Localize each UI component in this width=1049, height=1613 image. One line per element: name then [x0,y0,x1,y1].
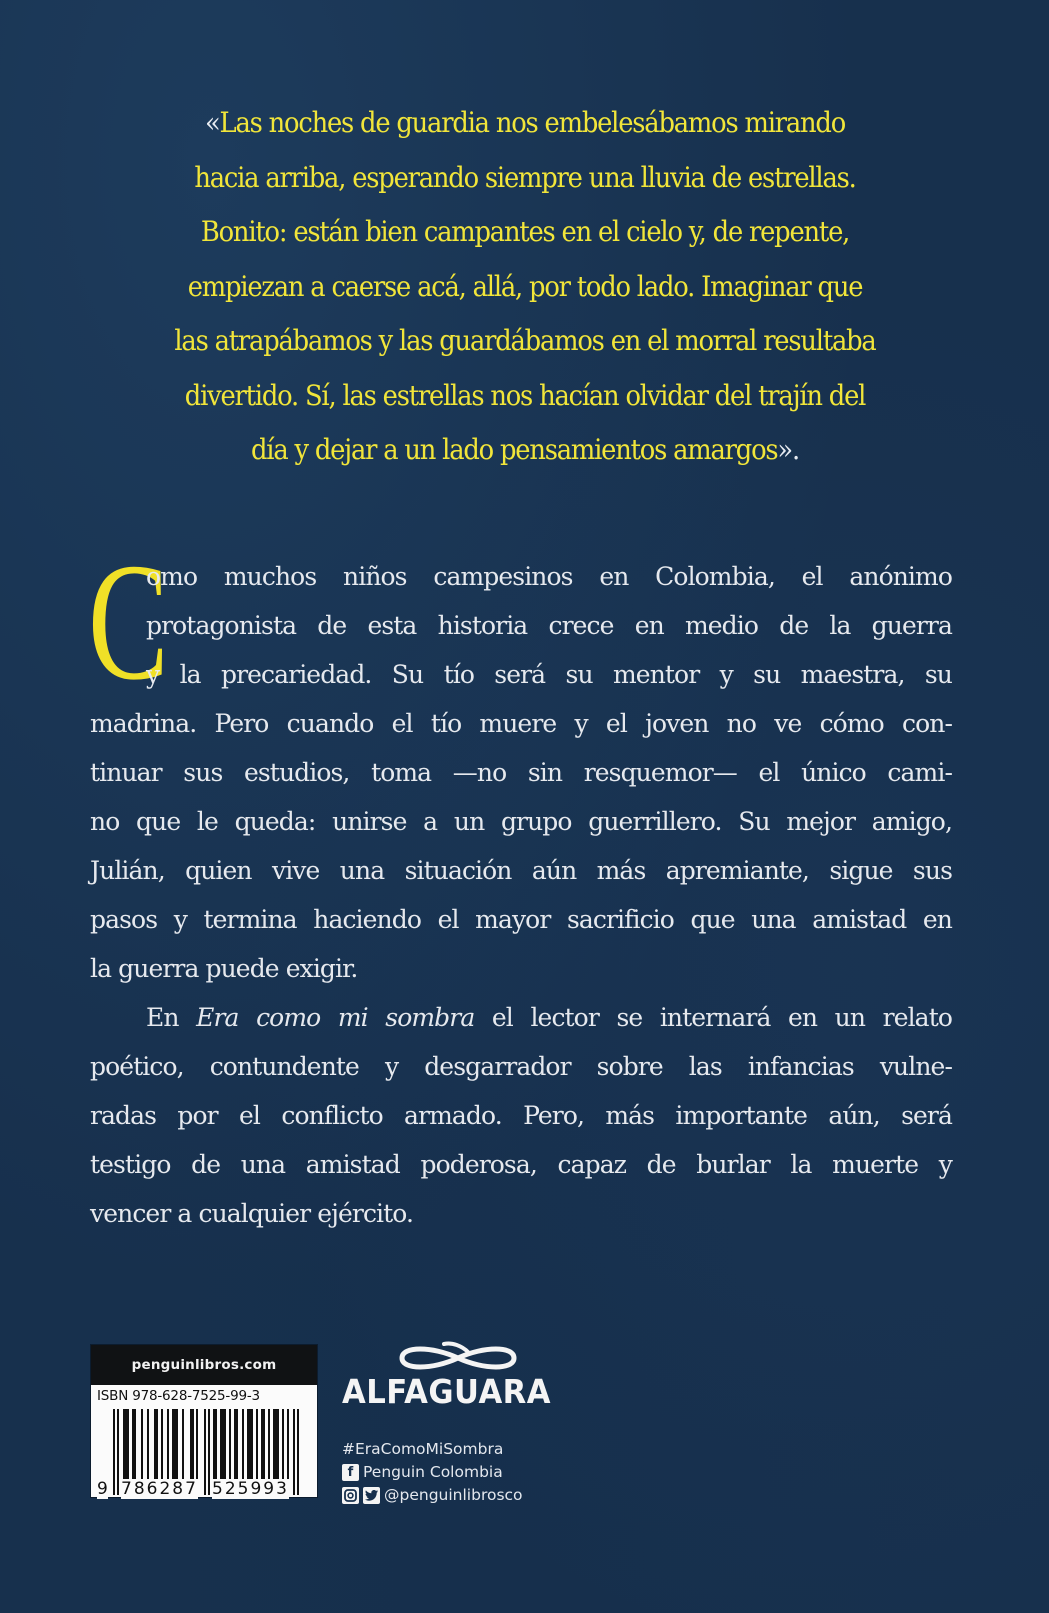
publisher-logo-text: ALFAGUARA [342,1372,552,1411]
drop-cap-letter: C [88,529,169,715]
book-title-italic: Era como mi sombra [196,1003,475,1032]
synopsis-line: protagonista de esta historia crece en medio de la guerra [146,611,952,640]
epigraph-line: divertido. Sí, las estrellas nos hacían olvidar del trajín del [184,378,866,412]
instagram-icon [342,1487,359,1504]
synopsis-line: Julián, quien vive una situación aún más apremiante, sigue sus [90,856,952,885]
synopsis-line: no que le queda: unirse a un grupo guerrillero. Su mejor amigo, [90,807,952,836]
close-quote: » [777,433,793,466]
synopsis-line: la guerra puede exigir. [90,954,358,983]
facebook-label: Penguin Colombia [363,1463,503,1481]
synopsis-line: tinuar sus estudios, toma —no sin resquemor— el único cami- [90,758,952,787]
epigraph-line: «Las noches de guardia nos embelesábamos mirando [204,106,846,139]
synopsis-line: radas por el conflicto armado. Pero, más importante aún, será [90,1101,952,1130]
epigraph-line: las atrapábamos y las guardábamos en el morral resultaba [174,324,876,357]
synopsis-line: pasos y termina haciendo el mayor sacrificio que una amistad en [90,905,952,934]
hashtag: #EraComoMiSombra [342,1440,504,1458]
website-label: penguinlibros.com [91,1345,317,1385]
synopsis-line: vencer a cualquier ejército. [90,1199,414,1228]
epigraph-quote [97,96,953,478]
instagram-twitter-row [342,1484,523,1507]
epigraph-line: día y dejar a un lado pensamientos amargos». [250,433,800,466]
isbn-label: ISBN 978-628-7525-99-3 [97,1388,260,1404]
synopsis-line: omo muchos niños campesinos en Colombia, el anónimo [146,562,952,591]
facebook-row [342,1461,523,1484]
isbn-barcode-panel [90,1344,318,1498]
epigraph-line: Bonito: están bien campantes en el cielo y, de repente, [200,215,850,248]
synopsis-line: testigo de una amistad poderosa, capaz de burlar la muerte y [90,1150,952,1179]
open-quote: « [204,106,220,139]
social-links [342,1438,523,1507]
epigraph-line: empiezan a caerse acá, allá, por todo lado. Imaginar que [187,269,863,303]
synopsis-line: En Era como mi sombra el lector se internará en un relato [146,1003,952,1032]
social-handle: @penguinlibrosco [384,1486,523,1504]
synopsis-line: madrina. Pero cuando el tío muere y el joven no ve cómo con- [90,709,952,738]
synopsis-line: poético, contundente y desgarrador sobre las infancias vulne- [90,1052,952,1081]
twitter-icon [363,1487,380,1504]
hashtag-row [342,1438,523,1461]
synopsis-text [88,529,952,1238]
facebook-icon: f [342,1464,359,1481]
barcode-digits: 9 786287 525993 [97,1479,289,1499]
epigraph-line: hacia arriba, esperando siempre una lluvia de estrellas. [194,160,856,194]
synopsis-line: y la precariedad. Su tío será su mentor y su maestra, su [146,660,952,689]
